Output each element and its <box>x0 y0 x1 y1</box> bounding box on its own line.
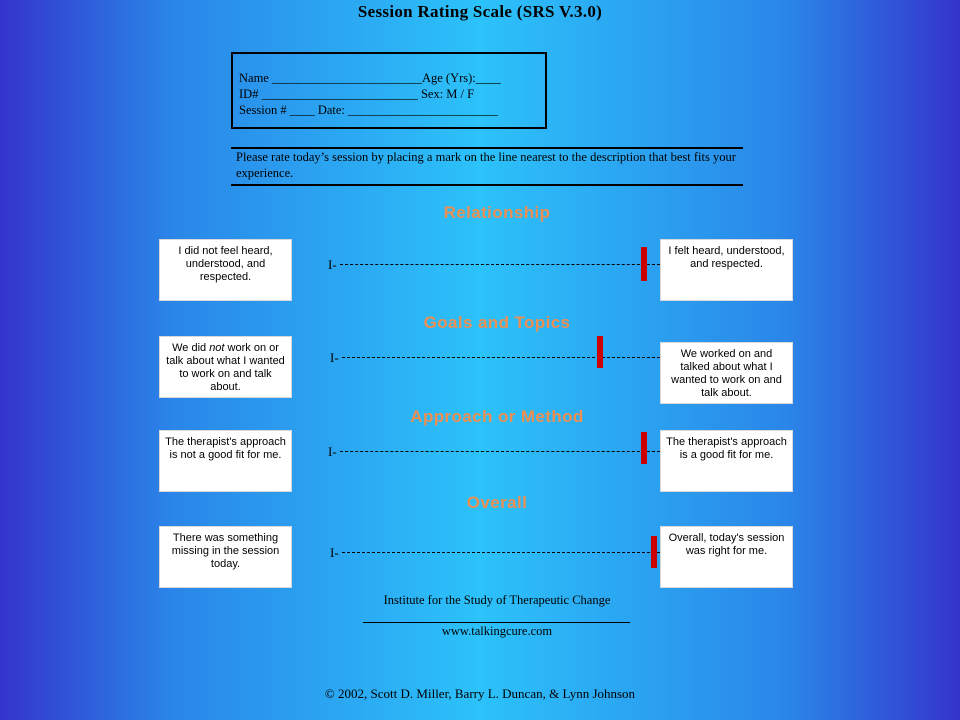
footer-rule <box>363 622 630 623</box>
goals-topics-scale-line[interactable] <box>342 357 660 358</box>
overall-right-anchor: Overall, today's session was right for me. <box>660 526 793 588</box>
institute-name: Institute for the Study of Therapeutic Change <box>383 593 611 607</box>
section-title-goals-topics: Goals and Topics <box>423 313 571 332</box>
goals-topics-rating-mark[interactable] <box>597 336 603 368</box>
goals-topics-scale-start: I- <box>330 350 339 365</box>
approach-method-rating-mark[interactable] <box>641 432 647 464</box>
relationship-rating-mark[interactable] <box>641 247 647 281</box>
approach-method-scale-line[interactable] <box>340 451 660 452</box>
section-title-relationship: Relationship <box>443 203 551 222</box>
relationship-right-anchor: I felt heard, understood, and respected. <box>660 239 793 301</box>
website-link[interactable]: www.talkingcure.com <box>441 624 553 638</box>
overall-left-anchor: There was something missing in the session today. <box>159 526 292 588</box>
client-info-box <box>231 52 547 129</box>
section-title-overall: Overall <box>466 493 528 512</box>
name-age-field[interactable]: Name ________________________Age (Yrs):____ <box>239 71 501 85</box>
instructions-bottom-rule <box>231 184 743 186</box>
overall-rating-mark[interactable] <box>651 536 657 568</box>
goals-topics-right-anchor: We worked on and talked about what I wanted to work on and talk about. <box>660 342 793 404</box>
relationship-left-anchor: I did not feel heard, understood, and respected. <box>159 239 292 301</box>
relationship-scale-line[interactable] <box>340 264 660 265</box>
instructions-text: Please rate today’s session by placing a mark on the line nearest to the description that best fits your experience. <box>236 150 736 180</box>
goals-topics-left-anchor: We did not work on or talk about what I wanted to work on and talk about. <box>159 336 292 398</box>
approach-method-scale-start: I- <box>328 444 337 459</box>
approach-method-left-anchor: The therapist's approach is not a good fit for me. <box>159 430 292 492</box>
section-title-approach-method: Approach or Method <box>410 407 584 426</box>
copyright-notice: © 2002, Scott D. Miller, Barry L. Duncan, & Lynn Johnson <box>324 686 636 701</box>
id-sex-field[interactable]: ID# _________________________ Sex: M / F <box>239 87 475 101</box>
overall-scale-line[interactable] <box>342 552 660 553</box>
approach-method-right-anchor: The therapist's approach is a good fit for me. <box>660 430 793 492</box>
overall-scale-start: I- <box>330 545 339 560</box>
page-title: Session Rating Scale (SRS V.3.0) <box>357 2 603 21</box>
session-date-field[interactable]: Session # ____ Date: ________________________ <box>239 103 499 117</box>
relationship-scale-start: I- <box>328 257 337 272</box>
